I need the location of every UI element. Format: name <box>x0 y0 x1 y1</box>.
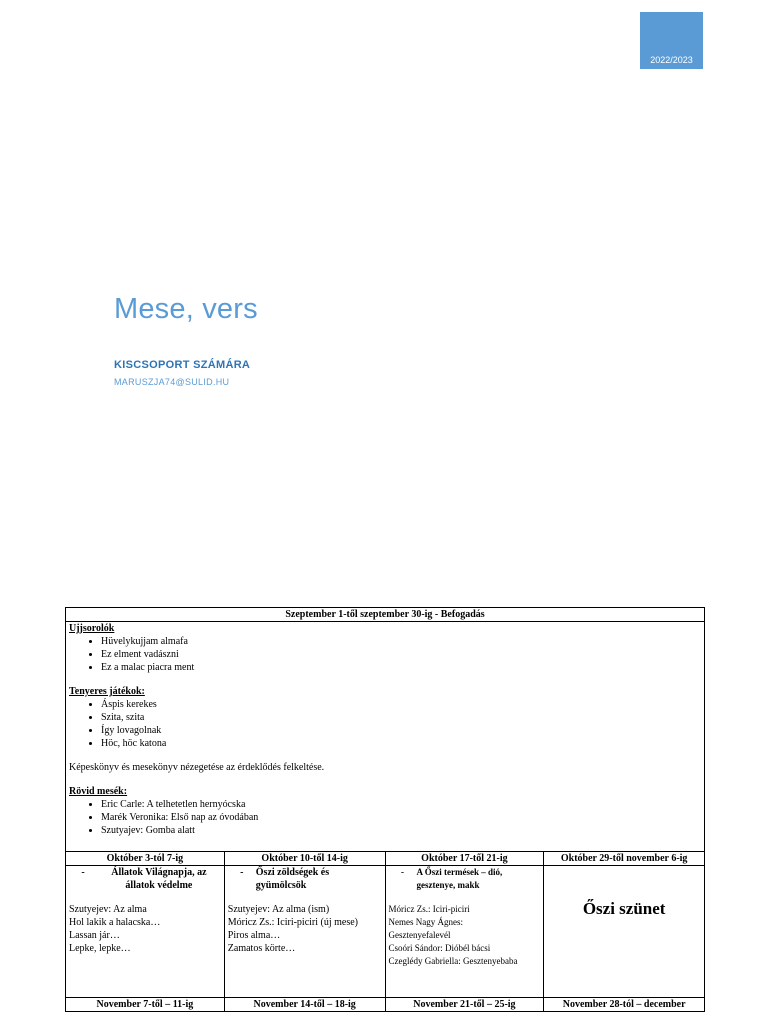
theme-heading <box>69 866 221 892</box>
document-title: Mese, vers <box>114 293 258 325</box>
item: Nemes Nagy Ágnes: <box>388 917 464 927</box>
week-cell-oct-3 <box>385 866 544 998</box>
september-content <box>66 622 705 852</box>
ujjsorolok-title: Ujjsorolók <box>69 623 115 634</box>
year-badge <box>640 12 703 69</box>
list-item: • Hüvelykujjam almafa <box>101 635 701 648</box>
item: Czeglédy Gabriella: Gesztenyebaba <box>388 956 518 966</box>
item: Móricz Zs.: Iciri-piciri (új mese) <box>227 917 359 928</box>
item: Lassan jár… <box>69 930 120 941</box>
theme-text: Állatok Világnapja, az állatok védelme <box>111 867 207 891</box>
dash-marker: - <box>240 867 244 878</box>
list-item: • Így lovagolnak <box>101 724 701 737</box>
week-header-oct-4: Október 29-től november 6-ig <box>544 852 705 866</box>
item: Piros alma… <box>227 930 281 941</box>
list-item: • Szutyajev: Gomba alatt <box>101 824 701 837</box>
tenyeres-title: Tenyeres játékok: <box>69 686 145 697</box>
list-item: • Eric Carle: A telhetetlen hernyócska <box>101 798 701 811</box>
kepeskonyv-text: Képeskönyv és mesekönyv nézegetése az érdeklődés felkeltése. <box>69 762 325 773</box>
dash-marker: - <box>401 867 405 877</box>
week-header-nov-2: November 14-től – 18-ig <box>224 998 385 1012</box>
item: Csoóri Sándor: Dióbél bácsi <box>388 943 491 953</box>
rovid-title: Rövid mesék: <box>69 786 128 797</box>
week-header-oct-1: Október 3-tól 7-ig <box>66 852 225 866</box>
week-header-nov-4: November 28-tól – december <box>544 998 705 1012</box>
item: Zamatos körte… <box>227 943 296 954</box>
year-label: 2022/2023 <box>650 55 693 65</box>
item: Lepke, lepke… <box>69 943 131 954</box>
theme-heading <box>228 866 382 892</box>
item: Gesztenyefalevél <box>388 930 451 940</box>
september-header: Szeptember 1-től szeptember 30-ig - Befogadás <box>66 608 705 622</box>
list-item: • Ez a malac piacra ment <box>101 661 701 674</box>
theme-text: A Őszi termések – dió, gesztenye, makk <box>416 867 503 890</box>
item: Szutyejev: Az alma <box>69 904 147 915</box>
item: Hol lakik a halacska… <box>69 917 161 928</box>
curriculum-table <box>65 607 705 1012</box>
list-item: • Áspis kerekes <box>101 698 701 711</box>
list-item: • Marék Veronika: Első nap az óvodában <box>101 811 701 824</box>
week-header-nov-1: November 7-től – 11-ig <box>66 998 225 1012</box>
autumn-break-label: Őszi szünet <box>582 899 666 918</box>
ujjsorolok-list <box>69 635 701 674</box>
author-email: MARUSZJA74@SULID.HU <box>114 377 230 387</box>
list-item: • Szita, szita <box>101 711 701 724</box>
tenyeres-list <box>69 698 701 750</box>
item: Szutyejev: Az alma (ism) <box>227 904 330 915</box>
week-cell-oct-1 <box>66 866 225 998</box>
theme-heading <box>389 866 541 892</box>
list-item: • Ez elment vadászni <box>101 648 701 661</box>
week-header-nov-3: November 21-től – 25-ig <box>385 998 544 1012</box>
week-cell-oct-4 <box>544 866 705 998</box>
item: Móricz Zs.: Iciri-piciri <box>388 904 470 914</box>
week-header-oct-3: Október 17-től 21-ig <box>385 852 544 866</box>
dash-marker: - <box>81 867 85 878</box>
week-cell-oct-2 <box>224 866 385 998</box>
document-subtitle: KISCSOPORT SZÁMÁRA <box>114 359 251 371</box>
week-header-oct-2: Október 10-től 14-ig <box>224 852 385 866</box>
rovid-list <box>69 798 701 837</box>
theme-text: Őszi zöldségek és gyümölcsök <box>255 867 330 891</box>
list-item: • Höc, höc katona <box>101 737 701 750</box>
